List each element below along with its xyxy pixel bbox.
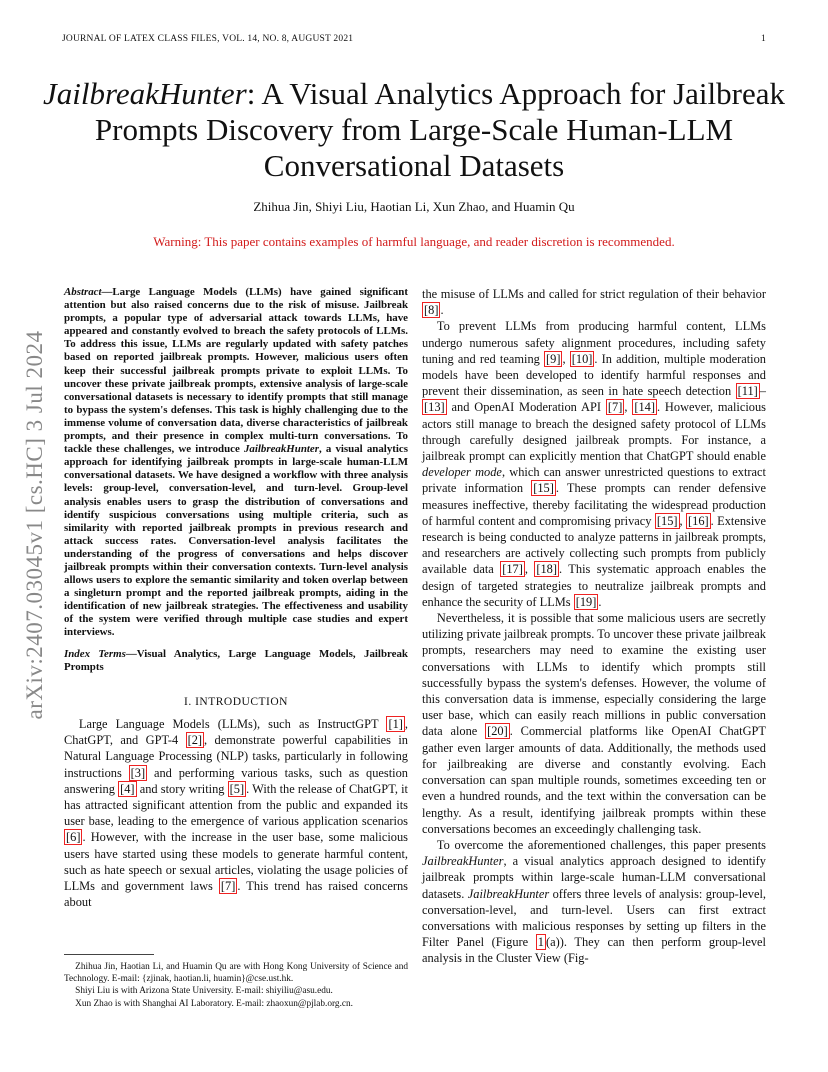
citation-link[interactable]: [5] [229,781,245,796]
text-run: , demonstrate powerful capabilities in Natural Language Processing (NLP) tasks, particularly in following instructions [64,733,408,780]
citation-link[interactable]: [14] [634,400,655,415]
citation-link[interactable]: [19] [575,594,597,609]
text-run: – [759,384,766,399]
text-run: offers three levels of analysis: group-level, conversation-level, and turn-level. Users can first extract conversations with malicious responses by setting up filters in the Filter Panel (Figure [422,886,766,950]
author-list: Zhihua Jin, Shiyi Liu, Haotian Li, Xun Zhao, and Huamin Qu [253,199,575,214]
emphasis: JailbreakHunter [422,854,504,869]
abstract-label: Abstract [64,286,102,298]
text-run: the misuse of LLMs and called for strict regulation of their behavior [422,287,766,301]
index-terms-text: —Visual Analytics, Large Language Models, Jailbreak Prompts [64,647,408,673]
citation-link[interactable]: [1] [388,716,403,731]
citation-link[interactable]: [3] [130,765,146,780]
footnotes [64,961,408,1010]
citation-link[interactable]: [7] [607,400,623,415]
text-run: . This systematic approach enables the design of targeted strategies to neutralize jailbreak prompts and enhance the security of LLMs [422,562,766,609]
index-terms [64,648,408,674]
footnote-3: Xun Zhao is with Shanghai AI Laboratory. E-mail: zhaoxun@pjlab.org.cn. [75,998,354,1009]
text-run: . Extensive research is being conducted to analyze patterns in jailbreak prompts, and researchers are actively collecting such prompts from publicly available data [422,513,766,577]
citation-link[interactable]: [17] [502,562,523,577]
text-run: Large Language Models (LLMs), such as InstructGPT [78,716,387,731]
text-run: . This trend has raised concerns about [64,878,408,910]
text-run: and OpenAI Moderation API [446,400,606,415]
text-run: Nevertheless, it is possible that some malicious users are secretly utilizing private jailbreak prompts. To uncover these private jailbreak prompts, researchers may need to examine the existing user conversations with LLMs to identify which prompts still successfully bypass the system's defenses. However, the volume of this conversation data is immense, especially considering the large user base, which can easily reach millions in public conversation data alone [422,611,766,739]
citation-link[interactable]: [8] [424,303,439,318]
text-run: To overcome the aforementioned challenges, this paper presents [436,837,766,852]
citation-link[interactable]: [9] [546,351,561,366]
citation-link[interactable]: [10] [571,351,593,366]
text-run: and story writing [136,781,228,796]
text-run: , [679,513,686,528]
index-terms-label: Index Terms [64,647,126,660]
right-paragraph-0 [422,286,766,318]
abstract [64,286,408,640]
text-run: (a)). They can then perform group-level analysis in the Cluster View (Fig- [422,935,766,966]
citation-link[interactable]: [2] [187,733,203,748]
citation-link[interactable]: [15] [656,513,678,528]
text-run: . However, malicious actors still manage to breach the designed safety protocol of LLMs through carefully designed jailbreak prompts. For instance, a jailbreak prompt can explicitly mention that ChatGPT should enable [422,400,766,464]
citation-link[interactable]: [13] [424,400,445,415]
text-run: , ChatGPT, and GPT-4 [64,716,408,748]
text-run: To prevent LLMs from producing harmful content, LLMs undergo numerous safety alignment procedures, including safety tuning and red teaming [422,319,766,366]
text-run: , which can answer unrestricted questions to extract private information [422,465,766,496]
text-run: . These prompts can render defensive measures ineffective, thereby facilitating the widespread production of harmful content and compromising privacy [422,481,766,528]
text-run: . [440,303,444,318]
emphasis: developer mode [422,465,502,480]
text-run: , [624,400,633,415]
right-paragraph-2 [422,610,766,837]
text-run: . In addition, multiple moderation models have been developed to identify harmful responses and prevent their dissemination, as seen in hate speech detection [422,351,766,399]
text-run: , [524,562,535,577]
title-system-name: JailbreakHunter [43,76,247,111]
text-run: . Commercial platforms like OpenAI ChatGPT gather even larger amounts of data. Additionally, the methods used for jailbreaking are diverse and constantly evolving. Each conversation can span multiple rounds, sometimes exceeding ten or even a hundred rounds, and the text within the conversation can be lengthy. As a result, identifying jailbreak prompts within these conversations becomes an exceedingly challenging task. [422,724,766,836]
citation-link[interactable]: [18] [536,562,558,577]
text-run: , [562,351,570,366]
journal-name: JOURNAL OF LATEX CLASS FILES, VOL. 14, NO. 8, AUGUST 2021 [62,34,354,44]
text-run: , a visual analytics approach designed to identify jailbreak prompts within large-scale human-LLM conversational datasets. [422,854,766,901]
abstract-text-1: —Large Language Models (LLMs) have gained significant attention but also raised concerns due to the risk of misuse. Jailbreak prompts, a popular type of adversarial attack towards LLMs, have appeared and constantly evolved to breach the safety protocols of LLMs. To address this issue, LLMs are regularly updated with safety patches based on reported jailbreak prompts. However, malicious users often keep their successful jailbreak prompts private to exploit LLMs. To uncover these private jailbreak prompts, extensive analysis of large-scale conversational datasets is necessary to identify prompts that still manage to bypass the system's defenses. This task is highly challenging due to the immense volume of conversation data, diverse characteristics of jailbreak prompts, and their presence in complex multi-turn conversations. To tackle these challenges, we introduce [64,286,408,456]
right-column [422,286,766,967]
citation-link[interactable]: [20] [487,724,508,739]
emphasis: JailbreakHunter [467,886,550,901]
section-heading-introduction: I. INTRODUCTION [184,695,288,708]
intro-paragraph-1 [64,716,408,910]
right-paragraph-3 [422,837,766,967]
citation-link[interactable]: [11] [737,384,758,399]
title-rest: : A Visual Analytics Approach for Jailbreak Prompts Discovery from Large-Scale Human-LLM Conversational Datasets [94,76,785,183]
page-number: 1 [761,34,766,44]
abstract-text-2: , a visual analytics approach for identifying jailbreak prompts in large-scale human-LLM conversational datasets. We have designed a workflow with three analysis levels: group-level, conversation-level, and turn-level. Group-level analysis enables users to grasp the distribution of conversations and identify suspicious conversations using multiple criteria, such as similarity with reported jailbreak prompts in previous research and attack success rates. Conversation-level analysis facilitates the understanding of the progress of conversations and helps discover jailbreak prompts within their conversation contexts. Turn-level analysis allows users to explore the semantic similarity and token overlap between a singleturn prompt and the reported jailbreak prompts, aiding in the identification of new jailbreak strategies. The effectiveness and usability of the system were verified through multiple case studies and expert interviews. [64,443,408,639]
text-run: and performing various tasks, such as question answering [64,765,408,796]
citation-link[interactable]: [6] [66,830,81,845]
footnote-2: Shiyi Liu is with Arizona State University. E-mail: shiyiliu@asu.edu. [75,986,333,997]
abstract-system-name: JailbreakHunter [243,443,319,456]
citation-link[interactable]: [16] [688,513,709,528]
figure-link[interactable]: 1 [537,935,544,950]
citation-link[interactable]: [15] [533,481,554,496]
arxiv-watermark [10,300,60,750]
right-paragraph-1 [422,318,766,610]
left-column [64,286,408,910]
content-warning: Warning: This paper contains examples of harmful language, and reader discretion is recommended. [153,234,675,249]
citation-link[interactable]: [4] [120,781,135,796]
text-run: . [598,594,602,609]
citation-link[interactable]: [7] [220,878,236,893]
footnote-1: Zhihua Jin, Haotian Li, and Huamin Qu are with Hong Kong University of Science and Technology. E-mail: {zjinak, haotian.li, huamin}@cse.ust.hk. [64,962,408,985]
text-run: . However, with the increase in the user base, some malicious users have started using these models to generate harmful content, such as hate speech or sexual articles, violating the usage policies of LLMs and government laws [64,830,408,893]
text-run: . With the release of ChatGPT, it has attracted significant attention from the public and expanded its user base, leading to the emergence of various application scenarios [64,781,408,829]
footnote-rule [64,954,154,955]
running-header [62,34,766,48]
paper-title [40,76,788,184]
arxiv-id: arXiv:2407.03045v1 [cs.HC] 3 Jul 2024 [22,330,47,720]
